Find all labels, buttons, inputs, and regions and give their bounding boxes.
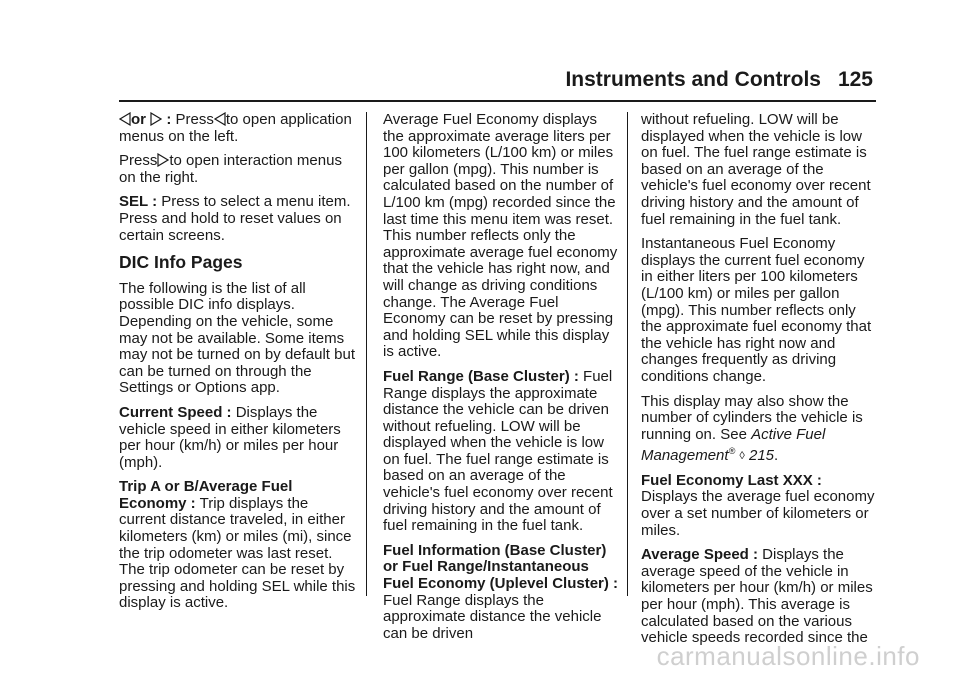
sel-paragraph bbox=[119, 194, 357, 244]
or-label: or bbox=[131, 111, 146, 128]
triangle-left-icon bbox=[214, 112, 226, 126]
dic-heading: DIC Info Pages bbox=[119, 252, 243, 273]
press-right-paragraph bbox=[119, 153, 357, 186]
fuel-info-label: Fuel Information (Base Cluster) or Fuel Range/Instantaneous Fuel Economy (Uplevel Cluster) : bbox=[383, 541, 619, 593]
nav-colon: : bbox=[166, 111, 172, 128]
current-speed-text: Displays the vehicle speed in either kilometers per hour (km/h) or miles per hour (mph). bbox=[119, 403, 341, 471]
avg-speed-text: Displays the average speed of the vehicle in kilometers per hour (km/h) or miles per hour (mph). This average is calculated based on the various vehicle speeds recorded since the bbox=[641, 546, 873, 647]
watermark: carmanualsonline.info bbox=[656, 641, 920, 671]
fe-last-text: Displays the average fuel economy over a set number of kilometers or miles. bbox=[641, 488, 875, 539]
fuel-range-label: Fuel Range (Base Cluster) : bbox=[383, 367, 579, 385]
page-number: 125 bbox=[837, 68, 873, 91]
sel-text: Press to select a menu item. Press and hold to reset values on certain screens. bbox=[119, 193, 351, 244]
header-rule bbox=[119, 100, 876, 102]
press-text: Press bbox=[119, 152, 158, 170]
fuel-range-text: Fuel Range displays the approximate distance the vehicle can be driven without refueling. LOW will be displayed when the vehicle is low on fuel. The fuel range estimate is based on an average of the vehicle's fuel economy over recent driving history and the amount of fuel remaining in the fuel tank. bbox=[383, 367, 613, 535]
registered-mark: ® bbox=[728, 446, 736, 457]
current-speed-paragraph bbox=[119, 405, 357, 471]
dic-intro: The following is the list of all possible DIC info displays. Depending on the vehicle, some may not be available. Some items may not be turned on by default but can be turned on through the Settings or Options app. bbox=[119, 279, 355, 397]
trip-paragraph bbox=[119, 479, 357, 612]
trip-text: Trip displays the current distance traveled, in either kilometers (km) or miles (mi), since the trip odometer was last reset. The trip odometer can be reset by pressing and holding SEL while this display is active. bbox=[119, 494, 356, 612]
fuel-range-paragraph bbox=[383, 369, 621, 535]
nav-text: Press bbox=[175, 111, 214, 128]
sel-label: SEL : bbox=[119, 193, 158, 211]
avg-fuel-paragraph: Average Fuel Economy displays the approximate average liters per 100 kilometers (L/100 km) or miles per gallon (mpg). This number is calculated based on the number of L/100 km (mpg) recorded since the last time this menu item was reset. This number reflects only the approximate average fuel economy that the vehicle has right now, and will change as driving conditions change. The Average Fuel Economy can be reset by pressing and holding SEL while this display is active. bbox=[383, 111, 618, 361]
section-title: Instruments and Controls bbox=[565, 68, 821, 91]
column-3 bbox=[641, 112, 879, 655]
column-2 bbox=[383, 112, 621, 650]
afm-page-ref[interactable]: 215 bbox=[748, 447, 775, 465]
fe-last-label: Fuel Economy Last XXX : bbox=[641, 471, 822, 489]
continued-paragraph: without refueling. LOW will be displayed when the vehicle is low on fuel. The fuel range estimate is based on an average of the vehicle's fuel economy over recent driving history and the amount of fuel remaining in the fuel tank. bbox=[641, 111, 871, 228]
nav-controls-paragraph bbox=[119, 112, 357, 145]
column-divider bbox=[627, 112, 628, 596]
column-divider bbox=[366, 112, 367, 596]
triangle-right-icon bbox=[150, 112, 162, 126]
nav-text: to open application menus on the left. bbox=[119, 111, 352, 145]
fuel-info-paragraph bbox=[383, 543, 621, 643]
avg-speed-paragraph bbox=[641, 547, 879, 647]
avg-speed-label: Average Speed : bbox=[641, 546, 758, 564]
instant-fuel-paragraph: Instantaneous Fuel Economy displays the current fuel economy in either liters per 100 kilometers (L/100 km) or miles per gallon (mpg). This number reflects only the approximate fuel economy that the vehicle has right now and changes frequently as driving conditions change. bbox=[641, 235, 872, 385]
triangle-right-icon bbox=[157, 153, 169, 167]
triangle-left-icon bbox=[119, 112, 131, 126]
period: . bbox=[774, 447, 779, 465]
reference-diamond-icon: ◊ bbox=[739, 450, 745, 463]
trip-label: Trip A or B/Average Fuel Economy : bbox=[119, 478, 293, 512]
cylinders-paragraph bbox=[641, 394, 879, 465]
column-1 bbox=[119, 112, 357, 620]
cylinders-text: This display may also show the number of cylinders the vehicle is running on. See bbox=[641, 392, 863, 443]
fuel-info-text: Fuel Range displays the approximate distance the vehicle can be driven bbox=[383, 591, 602, 642]
page-header bbox=[0, 68, 960, 104]
press-text: to open interaction menus on the right. bbox=[119, 152, 342, 186]
afm-link[interactable]: Active Fuel Management® bbox=[641, 425, 826, 465]
fe-last-paragraph bbox=[641, 473, 879, 539]
current-speed-label: Current Speed : bbox=[119, 403, 232, 421]
